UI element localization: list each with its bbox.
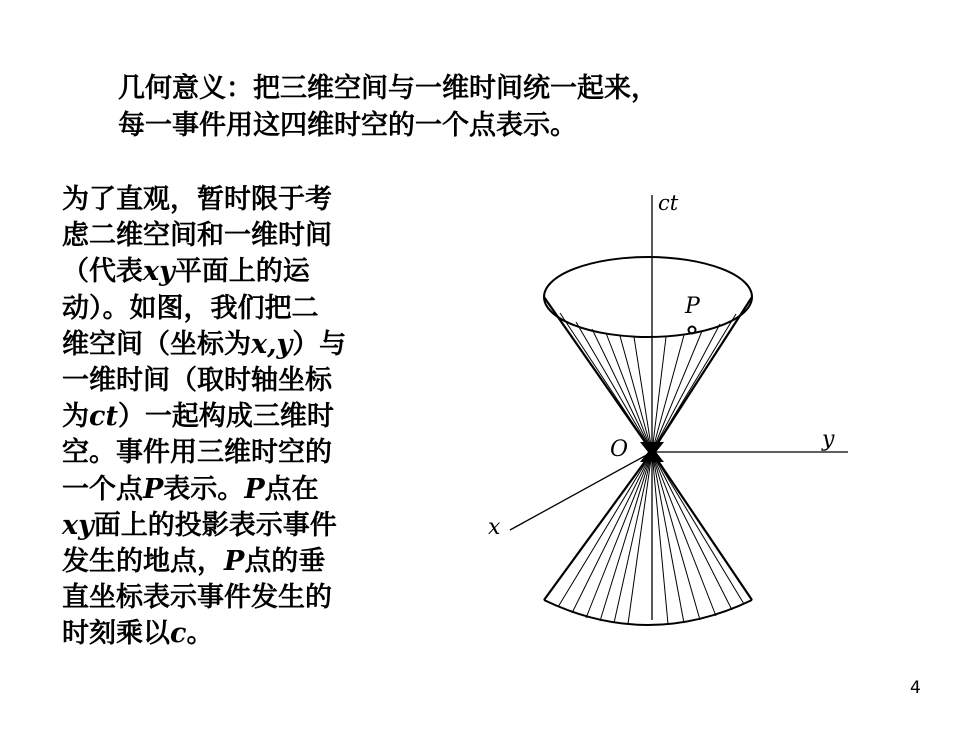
- light-cone-figure: [480, 180, 860, 640]
- body-paragraph: [62, 182, 412, 653]
- body-line-2: 虑二维空间和一维时间: [62, 220, 332, 252]
- upper-cone: [544, 257, 752, 452]
- lower-cone: [544, 452, 752, 625]
- slide-number: 4: [910, 678, 921, 698]
- body-text-span: 。: [186, 618, 214, 650]
- slide-heading: [118, 70, 878, 144]
- body-line-9: [62, 472, 412, 508]
- body-line-10: [62, 508, 412, 544]
- body-text-span: 维空间（坐标为: [62, 328, 251, 360]
- math-xy: xy: [143, 256, 175, 288]
- body-line-13: [62, 616, 412, 652]
- heading-line-2: 每一事件用这四维时空的一个点表示。: [118, 110, 577, 141]
- body-line-7: [62, 399, 412, 435]
- math-ct: ct: [89, 401, 118, 433]
- body-line-11: [62, 544, 412, 580]
- body-text-span: 为: [62, 401, 89, 433]
- body-line-4: 动）。如图，我们把二: [62, 292, 319, 324]
- body-text-span: 发生的地点，: [62, 546, 224, 578]
- body-line-3: [62, 254, 412, 290]
- body-text-span: （代表: [62, 256, 143, 288]
- body-text-span: 面上的投影表示事件: [93, 509, 337, 541]
- body-line-12: 直坐标表示事件发生的: [62, 582, 332, 614]
- body-text-span: ）一起构成三维时: [117, 401, 334, 433]
- body-text-span: 一个点: [62, 473, 143, 505]
- body-text-span: 表示。: [163, 473, 245, 505]
- math-p: P: [244, 473, 265, 505]
- label-o: O: [610, 437, 629, 462]
- math-xy: xy: [62, 509, 94, 541]
- body-line-5: [62, 327, 412, 363]
- x-axis: [510, 452, 652, 530]
- light-cone-diagram: [480, 180, 860, 640]
- label-y: y: [822, 427, 835, 452]
- math-p: P: [224, 546, 245, 578]
- body-text-span: 点的垂: [244, 546, 326, 578]
- body-line-1: 为了直观，暂时限于考: [62, 184, 332, 215]
- body-text-span: ）与: [292, 328, 347, 360]
- label-p: P: [685, 294, 700, 319]
- label-ct: ct: [658, 191, 679, 215]
- math-c: c: [170, 618, 187, 650]
- body-line-6: 一维时间（取时轴坐标: [62, 365, 332, 397]
- body-line-8: 空。事件用三维时空的: [62, 437, 332, 469]
- heading-line-1: 几何意义：把三维空间与一维时间统一起来，: [118, 73, 658, 104]
- math-xy: x,y: [251, 328, 293, 360]
- label-x: x: [488, 515, 501, 540]
- body-text-span: 点在: [264, 473, 319, 505]
- body-text-span: 平面上的运: [174, 256, 310, 288]
- math-p: P: [143, 473, 164, 505]
- body-text-span: 时刻乘以: [62, 618, 170, 650]
